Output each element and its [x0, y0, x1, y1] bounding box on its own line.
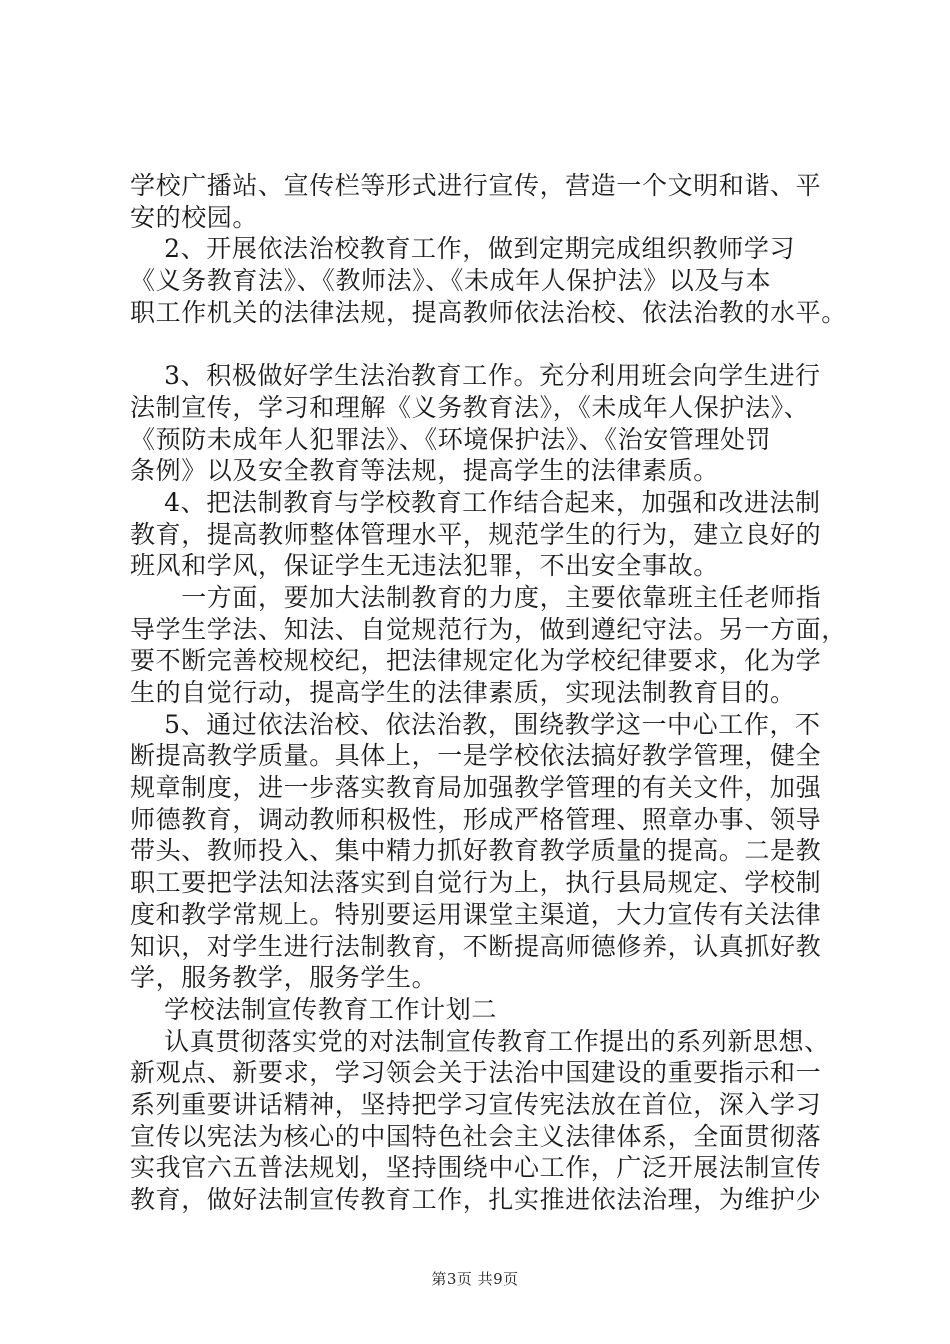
- text-line: 教育，做好法制宣传教育工作，扎实推进依法治理，为维护少: [130, 1185, 822, 1214]
- text-line: 师德教育，调动教师积极性，形成严格管理、照章办事、领导: [130, 804, 822, 834]
- body-text: [130, 170, 845, 1216]
- text-line: 法制宣传，学习和理解《义务教育法》，《未成年人保护法》、: [130, 392, 810, 422]
- page-number-footer: 第3页 共9页: [431, 1270, 519, 1288]
- text-line: 带头、教师投入、集中精力抓好教育教学质量的提高。二是教: [130, 836, 822, 866]
- text-line: 学，服务教学，服务学生。: [130, 963, 438, 993]
- text-line: 职工作机关的法律法规，提高教师依法治校、依法治教的水平。: [130, 297, 847, 327]
- blank-line: [130, 328, 845, 360]
- text-line: 2、开展依法治校教育工作，做到定期完成组织教师学习: [130, 234, 796, 264]
- text-line: 断提高教学质量。具体上，一是学校依法搞好教学管理，健全: [130, 741, 822, 771]
- text-line: 一方面，要加大法制教育的力度，主要依靠班主任老师指: [130, 582, 822, 612]
- text-line: 5、通过依法治校、依法治教，围绕教学这一中心工作，不: [130, 709, 821, 739]
- text-line: 4、把法制教育与学校教育工作结合起来，加强和改进法制: [130, 487, 821, 517]
- text-line: 《预防未成年人犯罪法》、《环境保护法》、《治安管理处罚: [130, 424, 772, 454]
- text-line: 学校广播站、宣传栏等形式进行宣传，营造一个文明和谐、平: [130, 171, 822, 200]
- text-line: 安的校园。: [130, 202, 259, 232]
- section-heading: 学校法制宣传教育工作计划二: [130, 994, 497, 1024]
- text-line: 宣传以宪法为核心的中国特色社会主义法律体系，全面贯彻落: [130, 1121, 822, 1151]
- text-line: 教育，提高教师整体管理水平，规范学生的行为，建立良好的: [130, 519, 822, 549]
- text-line: 认真贯彻落实党的对法制宣传教育工作提出的系列新思想、: [130, 1026, 830, 1056]
- text-line: 规章制度，进一步落实教育局加强教学管理的有关文件，加强: [130, 773, 822, 803]
- text-line: 条例》以及安全教育等法规，提高学生的法律素质。: [130, 456, 719, 486]
- text-line: 3、积极做好学生法治教育工作。充分利用班会向学生进行: [130, 361, 821, 391]
- text-line: 导学生学法、知法、自觉规范行为，做到遵纪守法。另一方面，: [130, 614, 847, 644]
- text-line: 系列重要讲话精神，坚持把学习宣传宪法放在首位，深入学习: [130, 1089, 822, 1119]
- text-line: 度和教学常规上。特别要运用课堂主渠道，大力宣传有关法律: [130, 899, 822, 929]
- text-line: 班风和学风，保证学生无违法犯罪，不出安全事故。: [130, 551, 719, 581]
- text-line: 实我官六五普法规划，坚持围绕中心工作，广泛开展法制宣传: [130, 1153, 822, 1183]
- text-line: 要不断完善校规校纪，把法律规定化为学校纪律要求，化为学: [130, 646, 822, 676]
- text-line: 生的自觉行动，提高学生的法律素质，实现法制教育目的。: [130, 678, 796, 707]
- text-line: 新观点、新要求，学习领会关于法治中国建设的重要指示和一: [130, 1058, 822, 1088]
- text-line: 《义务教育法》、《教师法》、《未成年人保护法》以及与本: [130, 266, 772, 296]
- text-line: 知识，对学生进行法制教育，不断提高师德修养，认真抓好教: [130, 931, 822, 961]
- text-line: 职工要把学法知法落实到自觉行为上，执行县局规定、学校制: [130, 868, 822, 898]
